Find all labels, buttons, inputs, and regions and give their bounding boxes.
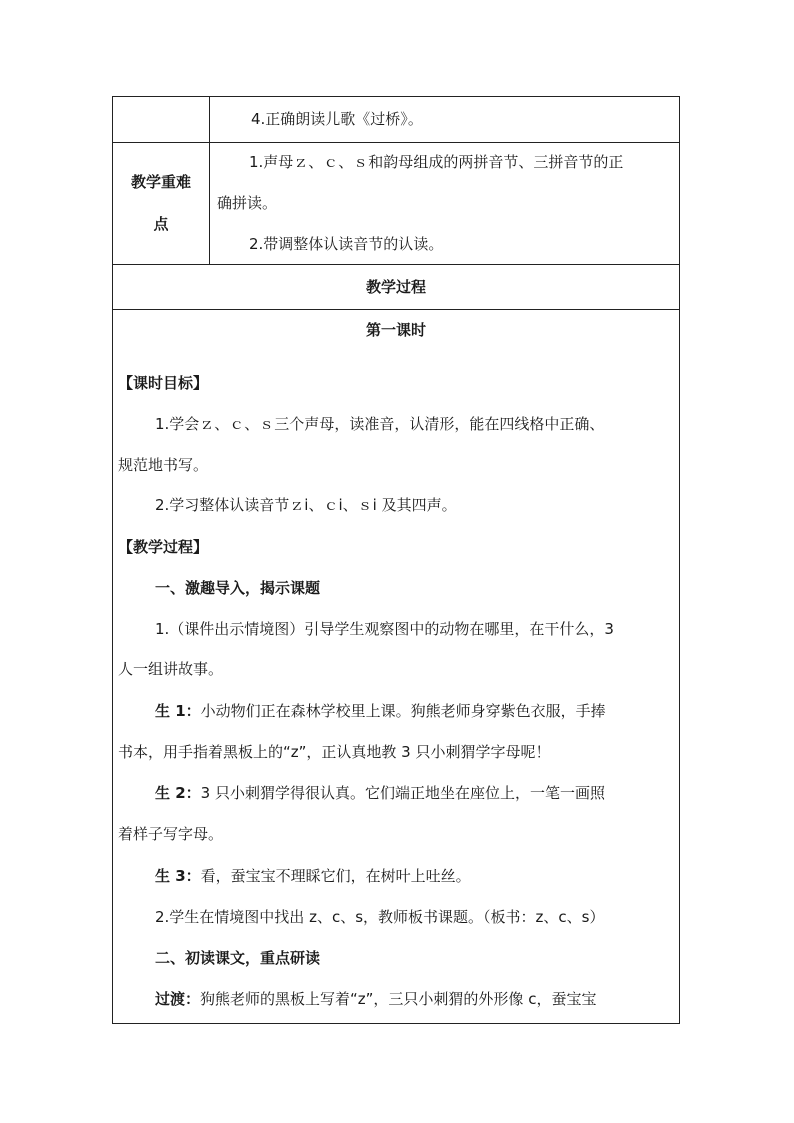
difficulty-item1-line1: 1.声母ｚ、ｃ、ｓ和韵母组成的两拼音节、三拼音节的正 bbox=[249, 153, 624, 171]
lesson-plan-table bbox=[112, 96, 680, 1024]
goals-item1-line2: 规范地书写。 bbox=[118, 456, 209, 474]
transition-text: 狗熊老师的黑板上写着“z”，三只小刺猬的外形像 c，蚕宝宝 bbox=[200, 990, 597, 1008]
transition-label: 过渡： bbox=[155, 990, 201, 1008]
step1-line2: 人一组讲故事。 bbox=[118, 660, 224, 678]
process-heading: 【教学过程】 bbox=[118, 538, 209, 556]
difficulty-item1-line2: 确拼读。 bbox=[217, 194, 278, 212]
student1-label: 生 1： bbox=[155, 702, 201, 720]
student2-text: 3 只小刺猬学得很认真。它们端正地坐在座位上，一笔一画照 bbox=[200, 784, 605, 802]
section2-heading: 二、初读课文，重点研读 bbox=[155, 949, 321, 967]
section1-heading: 一、激趣导入，揭示课题 bbox=[155, 579, 321, 597]
student2-label: 生 2： bbox=[155, 784, 201, 802]
student1-line2: 书本，用手指着黑板上的“z”，正认真地教 3 只小刺猬学字母呢！ bbox=[118, 743, 551, 761]
student3-label: 生 3： bbox=[155, 867, 201, 885]
difficulty-item2: 2.带调整体认读音节的认读。 bbox=[249, 235, 444, 253]
reading-goal: 4.正确朗读儿歌《过桥》。 bbox=[251, 110, 423, 128]
row-divider bbox=[113, 264, 679, 265]
student2-line1 bbox=[155, 783, 605, 803]
student2-line2: 着样子写字母。 bbox=[118, 825, 224, 843]
student3-text: 看，蚕宝宝不理睬它们，在树叶上吐丝。 bbox=[200, 867, 471, 885]
step2: 2.学生在情境图中找出 z、c、s，教师板书课题。（板书：z、c、s） bbox=[155, 908, 605, 926]
student1-text: 小动物们正在森林学校里上课。狗熊老师身穿紫色衣服，手捧 bbox=[200, 702, 606, 720]
step1-line1: 1.（课件出示情境图）引导学生观察图中的动物在哪里，在干什么，3 bbox=[155, 620, 614, 638]
difficulty-label-line2: 点 bbox=[153, 215, 169, 233]
goals-heading: 【课时目标】 bbox=[118, 374, 209, 392]
student1-line1 bbox=[155, 701, 606, 721]
process-header: 教学过程 bbox=[365, 278, 426, 296]
transition-line bbox=[155, 989, 596, 1009]
lesson-title: 第一课时 bbox=[365, 321, 426, 339]
difficulty-label-line1: 教学重难 bbox=[130, 173, 191, 191]
column-divider bbox=[209, 97, 210, 264]
student3-line bbox=[155, 866, 471, 886]
row-divider bbox=[113, 309, 679, 310]
row-divider bbox=[113, 142, 679, 143]
goals-item1-line1: 1.学会ｚ、ｃ、ｓ三个声母，读准音，认清形，能在四线格中正确、 bbox=[155, 415, 605, 433]
goals-item2: 2.学习整体认读音节ｚi、ｃi、ｓi 及其四声。 bbox=[155, 496, 457, 514]
